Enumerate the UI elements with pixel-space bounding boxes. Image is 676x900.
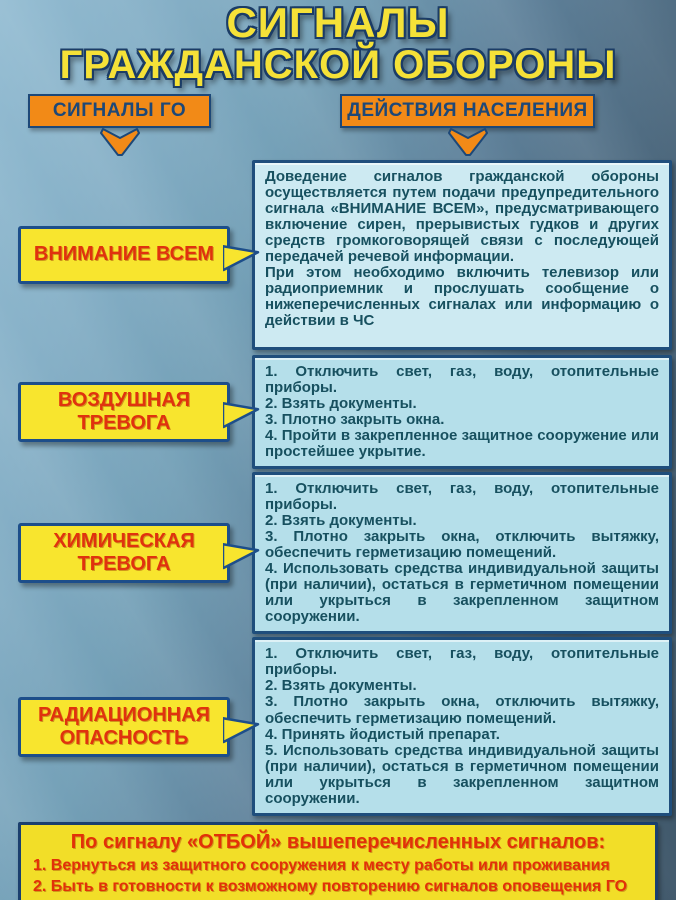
- panel-list-item: 3. Плотно закрыть окна.: [265, 410, 445, 428]
- signal-label-text: ВНИМАНИЕ ВСЕМ: [33, 243, 215, 266]
- panel-list-item: 2. Взять документы.: [265, 512, 417, 529]
- signal-row-chemical: [0, 472, 676, 634]
- signal-label-chemical: [18, 523, 230, 583]
- signal-label-attention-all: [18, 226, 230, 284]
- panel-list-item: 4. Использовать средства индивидуальной защиты (при наличии), остаться в герметичном помещении или укрыться в закрепленном защитном сооружении.: [265, 560, 659, 626]
- title-line-2: ГРАЖДАНСКОЙ ОБОРОНЫ: [59, 42, 617, 87]
- footer-title: По сигналу «ОТБОЙ» вышеперечисленных сигналов:: [70, 830, 606, 853]
- label-cell: [0, 382, 252, 442]
- column-header-signals: СИГНАЛЫ ГО: [28, 94, 211, 128]
- speech-tail-icon: [223, 400, 261, 428]
- panel-list-item: 1. Отключить свет, газ, воду, отопительные приборы.: [265, 362, 659, 396]
- down-arrow-icon: [100, 127, 140, 157]
- signal-row-air-raid: [0, 355, 676, 469]
- panel-list-item: 1. Отключить свет, газ, воду, отопительные приборы.: [265, 479, 659, 513]
- speech-tail-icon: [223, 715, 261, 743]
- signal-row-radiation: [0, 637, 676, 815]
- column-header-unit-actions: [340, 94, 595, 157]
- content-panel-attention-all: [252, 160, 672, 350]
- panel-paragraph: Доведение сигналов гражданской обороны осуществляется путем подачи предупредительного сигнала «ВНИМАНИЕ ВСЕМ», предусматривающего включение сирен, прерывистых гудков и других средств громкоговорящей связи с последующей передачей речевой информации.: [265, 167, 659, 265]
- label-cell: [0, 523, 252, 583]
- label-cell: [0, 697, 252, 757]
- page-title: [0, 0, 676, 86]
- signal-label-text: ВОЗДУШНАЯ ТРЕВОГА: [57, 388, 191, 434]
- down-arrow-icon: [448, 127, 488, 157]
- speech-tail-icon: [223, 243, 261, 271]
- signal-label-air-raid: [18, 382, 230, 442]
- footer-panel: [18, 822, 658, 900]
- signal-rows: [0, 160, 676, 816]
- panel-paragraph: При этом необходимо включить телевизор или радиоприемник и прослушать сообщение о нижеперечисленных сигналах или информацию о действии в ЧС: [265, 263, 659, 330]
- content-panel-radiation: [252, 637, 672, 815]
- signal-label-text: ХИМИЧЕСКАЯ ТРЕВОГА: [53, 530, 195, 576]
- panel-list-item: 3. Плотно закрыть окна, отключить вытяжку, обеспечить герметизацию помещений.: [265, 528, 659, 562]
- footer-item: 2. Быть в готовности к возможному повторению сигналов оповещения ГО: [33, 877, 628, 895]
- panel-list-item: 4. Принять йодистый препарат.: [265, 725, 500, 743]
- footer-item: 1. Вернуться из защитного сооружения к месту работы или проживания: [33, 856, 610, 874]
- panel-list-item: 4. Пройти в закрепленное защитное сооружение или простейшее укрытие.: [265, 426, 659, 460]
- signal-label-text: РАДИАЦИОННАЯ ОПАСНОСТЬ: [37, 703, 211, 749]
- content-cell: [252, 160, 672, 350]
- content-panel-air-raid: [252, 355, 672, 469]
- panel-list-item: 2. Взять документы.: [265, 394, 417, 412]
- title-line-1: СИГНАЛЫ: [226, 0, 450, 46]
- panel-list-item: 3. Плотно закрыть окна, отключить вытяжку, обеспечить герметизацию помещений.: [265, 693, 659, 727]
- speech-tail-icon: [223, 541, 261, 569]
- content-panel-chemical: [252, 472, 672, 634]
- content-cell: [252, 355, 672, 469]
- column-header-unit-signals: [28, 94, 211, 157]
- panel-list-item: 1. Отключить свет, газ, воду, отопительные приборы.: [265, 645, 659, 679]
- panel-list-item: 2. Взять документы.: [265, 677, 417, 695]
- signal-label-radiation: [18, 697, 230, 757]
- content-cell: [252, 472, 672, 634]
- column-headers: [0, 94, 676, 156]
- column-header-actions: ДЕЙСТВИЯ НАСЕЛЕНИЯ: [340, 94, 595, 128]
- label-cell: [0, 226, 252, 284]
- panel-list-item: 5. Использовать средства индивидуальной защиты (при наличии), остаться в герметичном помещении или укрыться в закрепленном защитном сооружении.: [265, 741, 659, 807]
- content-cell: [252, 637, 672, 815]
- signal-row-attention-all: [0, 160, 676, 350]
